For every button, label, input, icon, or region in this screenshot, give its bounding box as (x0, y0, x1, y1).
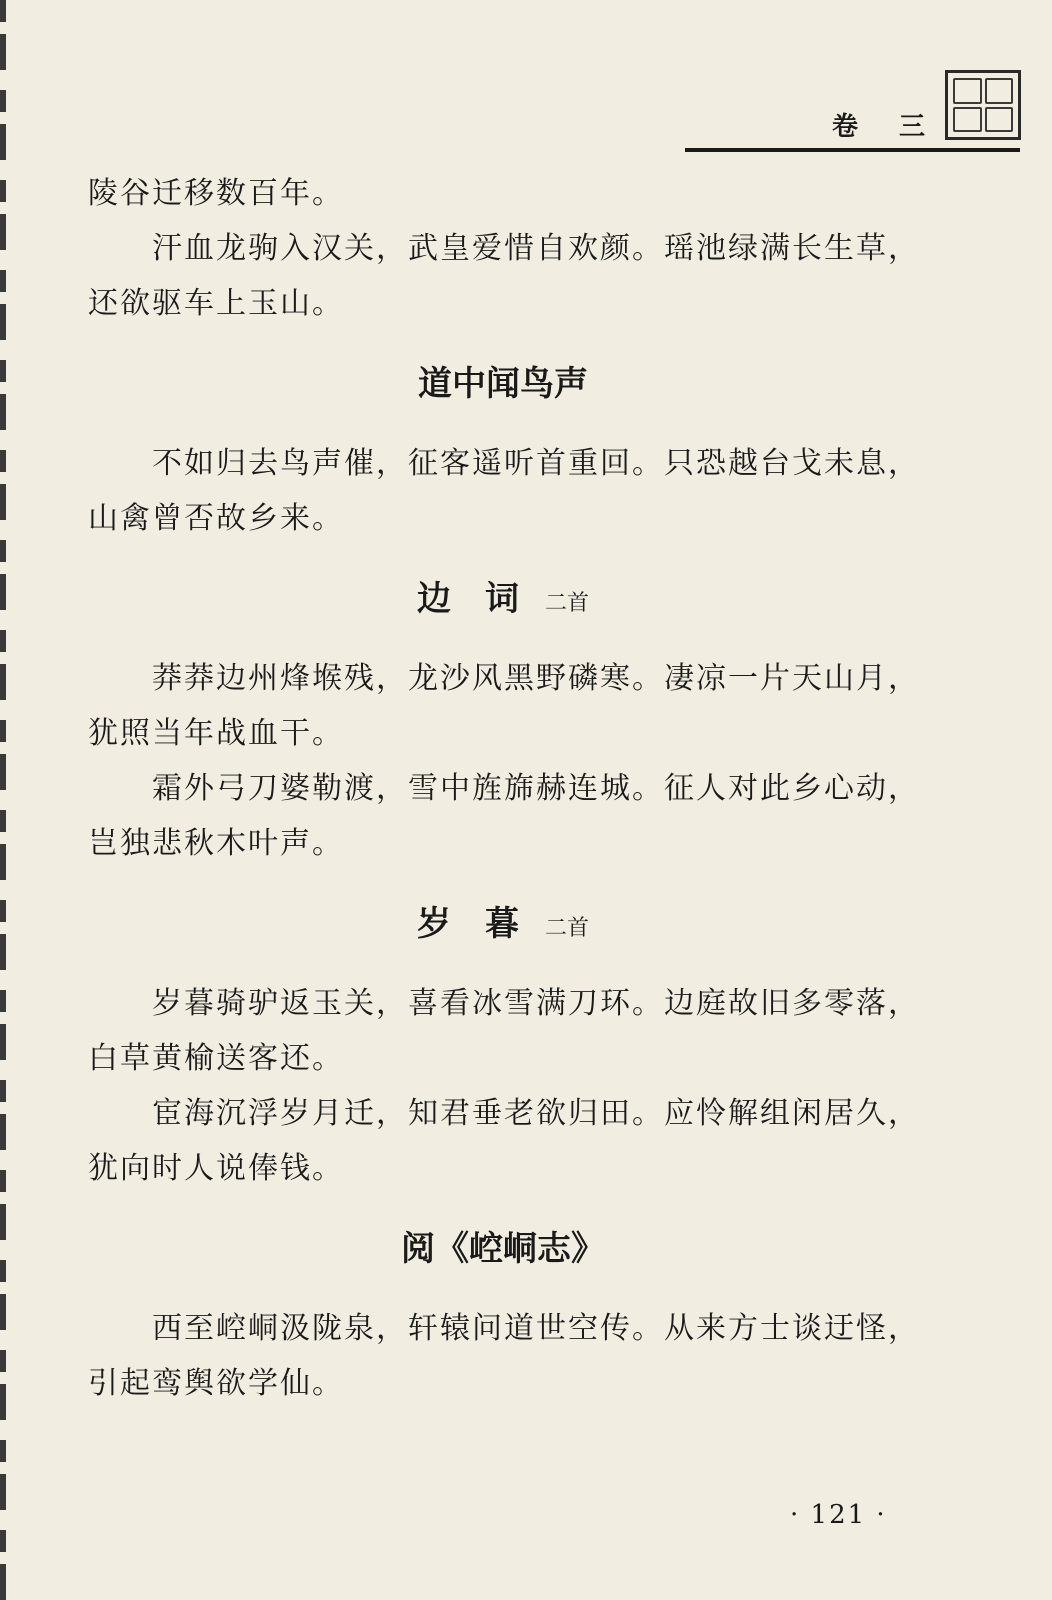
poem-line: 犹向时人说俸钱。 (88, 1151, 344, 1186)
seal-stamp-icon (945, 70, 1021, 140)
page-number: · 121 · (790, 1500, 887, 1530)
seal-glyph (953, 107, 982, 133)
poem-line: 引起鸾舆欲学仙。 (88, 1366, 344, 1401)
poem-line: 还欲驱车上玉山。 (88, 286, 344, 321)
seal-glyph (985, 107, 1014, 133)
seal-glyph (953, 78, 982, 104)
poem-note: 二首 (544, 591, 589, 616)
section-header: 卷 三 (832, 112, 942, 142)
header-rule (685, 148, 1020, 152)
poem-line: 陵谷迁移数百年。 (88, 176, 344, 211)
poem-title: 岁 暮 二首 (416, 904, 589, 944)
poem-line: 山禽曾否故乡来。 (88, 501, 344, 536)
poem-line: 岂独悲秋木叶声。 (88, 826, 344, 861)
poem-line: 岁暮骑驴返玉关，喜看冰雪满刀环。边庭故旧多零落， (152, 986, 920, 1021)
poem-line: 霜外弓刀婆勒渡，雪中旌旆赫连城。征人对此乡心动， (152, 771, 920, 806)
poem-line: 白草黄榆送客还。 (88, 1041, 344, 1076)
poem-title: 边 词 二首 (416, 579, 589, 619)
poem-title: 阅《崆峒志》 (401, 1229, 605, 1269)
poem-note: 二首 (544, 916, 589, 941)
poem-line: 汗血龙驹入汉关，武皇爱惜自欢颜。瑶池绿满长生草， (152, 231, 920, 266)
seal-glyph (985, 78, 1014, 104)
poem-line: 西至崆峒汲陇泉，轩辕问道世空传。从来方士谈迂怪， (152, 1311, 920, 1346)
poem-line: 莽莽边州烽堠残，龙沙风黑野磷寒。凄凉一片天山月， (152, 661, 920, 696)
poem-title: 道中闻鸟声 (418, 364, 588, 404)
poem-line: 犹照当年战血干。 (88, 716, 344, 751)
page-body (88, 176, 918, 1402)
poem-line: 不如归去鸟声催，征客遥听首重回。只恐越台戈未息， (152, 446, 920, 481)
page-edge-shadow (0, 0, 6, 1600)
poem-line: 宦海沉浮岁月迁，知君垂老欲归田。应怜解组闲居久， (152, 1096, 920, 1131)
